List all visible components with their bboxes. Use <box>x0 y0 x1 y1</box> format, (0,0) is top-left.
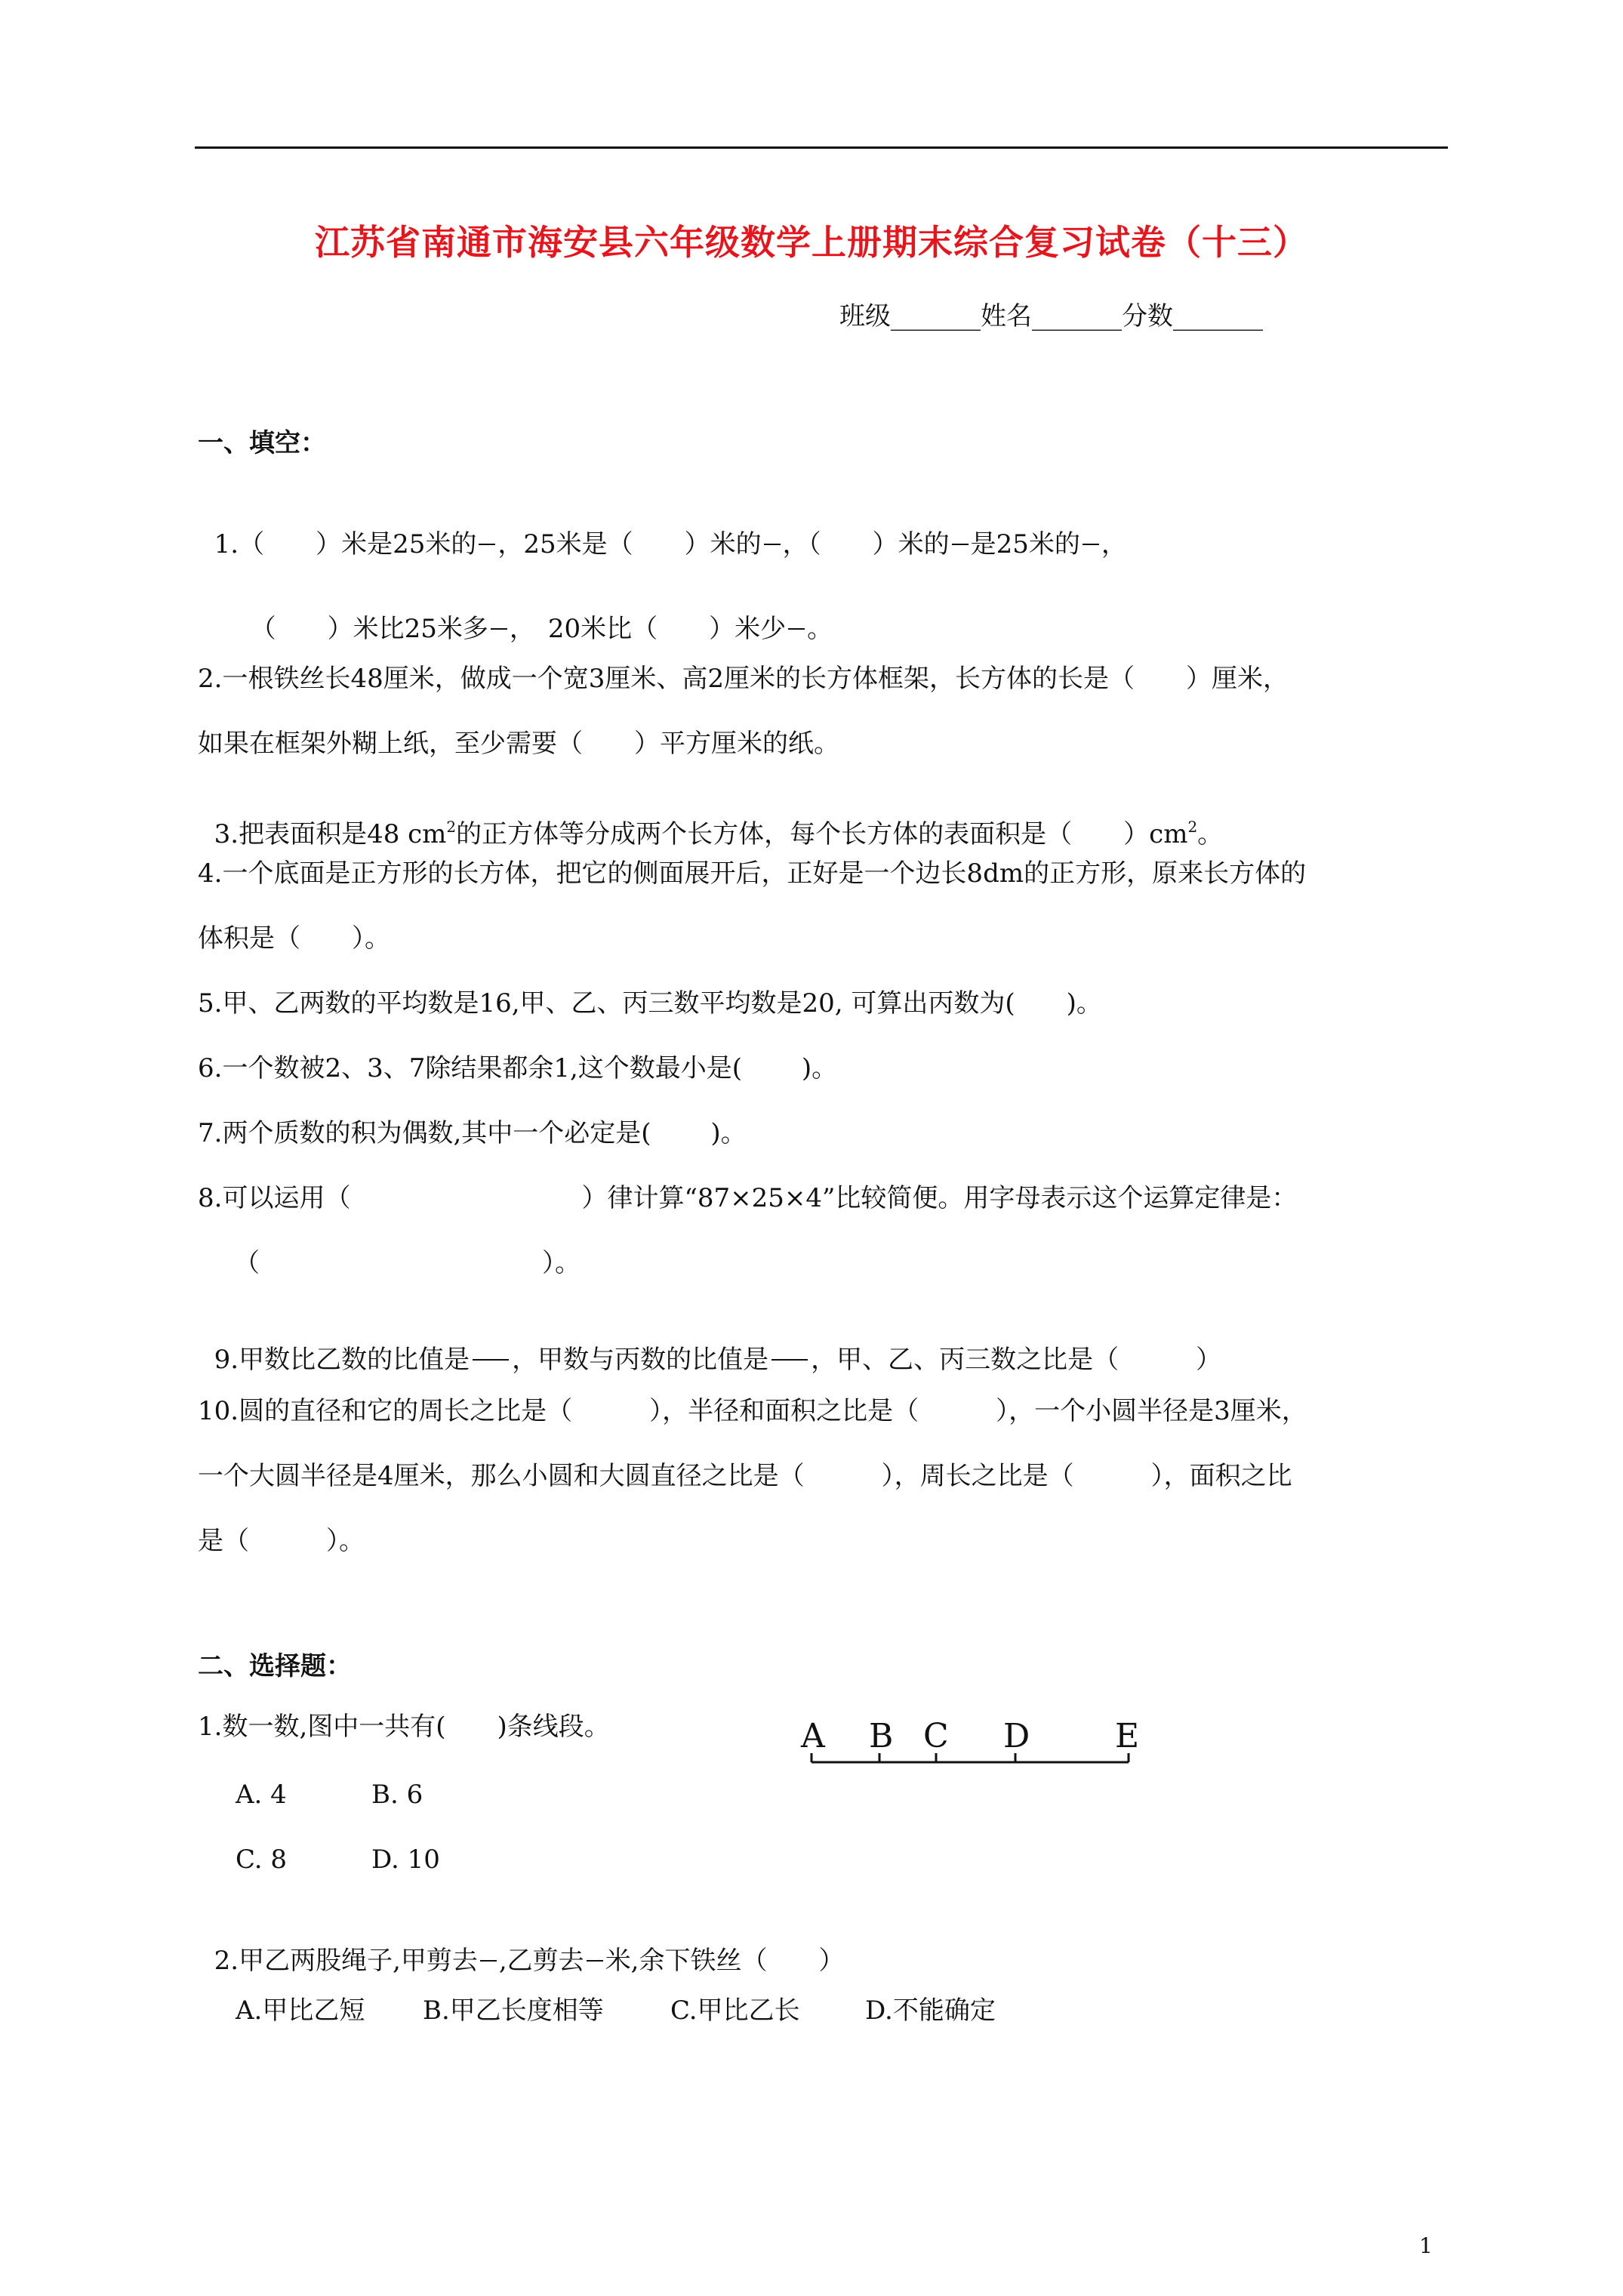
q1-text-4: 是25米的 <box>970 529 1080 559</box>
q9-text-1: 9.甲数比乙数的比值是 <box>214 1345 470 1375</box>
q3-text-2: 的正方体等分成两个长方体，每个长方体的表面积是（ ）cm <box>456 819 1188 849</box>
point-label-b: B <box>869 1717 894 1755</box>
option-a: A.甲比乙短 <box>236 1996 365 2026</box>
q3-text-1: 3.把表面积是48 cm <box>214 819 447 849</box>
question-10-line-3: 是（ ）。 <box>198 1526 365 1556</box>
fraction-blank <box>952 544 969 545</box>
student-info: 班级_______姓名_______分数_______ <box>839 301 1263 331</box>
option-b: B. 6 <box>371 1780 423 1810</box>
option-a: A. 4 <box>236 1780 287 1810</box>
section2-heading: 二、选择题： <box>198 1651 352 1681</box>
question-8-line-1: 8.可以运用（ ）律计算“87×25×4”比较简便。用字母表示这个运算定律是： <box>198 1183 1298 1213</box>
option-d: D.不能确定 <box>865 1996 996 2026</box>
page-number: 1 <box>1419 2233 1433 2258</box>
question-1-line-2 <box>234 590 833 642</box>
question-9 <box>198 1321 1221 1373</box>
point-label-a: A <box>801 1717 825 1755</box>
q2-text-3: 米,余下铁丝（ ） <box>605 1946 845 1976</box>
fraction-blank <box>491 628 507 630</box>
fraction-blank <box>764 544 781 545</box>
fraction-blank <box>788 628 805 630</box>
question-6: 6.一个数被2、3、7除结果都余1,这个数最小是( )。 <box>198 1053 838 1083</box>
point-label-e: E <box>1115 1717 1140 1755</box>
section1-heading: 一、填空： <box>198 428 326 458</box>
question-2-line-2: 如果在框架外糊上纸，至少需要（ ）平方厘米的纸。 <box>198 729 839 759</box>
option-d: D. 10 <box>371 1845 440 1875</box>
option-c: C.甲比乙长 <box>670 1996 800 2026</box>
fraction-blank <box>480 1960 497 1962</box>
point-label-d: D <box>1003 1717 1030 1755</box>
choice-question-2 <box>198 1922 845 1974</box>
q3-text-3: 。 <box>1197 819 1224 849</box>
fraction-blank <box>473 1359 509 1361</box>
fraction-blank <box>1083 544 1099 545</box>
question-5: 5.甲、乙两数的平均数是16,甲、乙、丙三数平均数是20, 可算出丙数为( )。 <box>198 988 1102 1019</box>
question-1-line-1 <box>198 506 1127 557</box>
q1-text-8: 。 <box>807 614 833 644</box>
header-rule <box>195 146 1448 149</box>
q1-text-2: ，25米是（ ）米的 <box>497 529 762 559</box>
question-7: 7.两个质数的积为偶数,其中一个必定是( )。 <box>198 1118 747 1148</box>
option-c: C. 8 <box>236 1845 288 1875</box>
fraction-blank <box>771 1359 808 1361</box>
q9-text-2: ，甲数与丙数的比值是 <box>512 1345 769 1375</box>
q2-text-2: ,乙剪去 <box>498 1946 584 1976</box>
q1-text-5: ， <box>1101 529 1127 559</box>
fraction-blank <box>587 1960 603 1962</box>
fraction-blank <box>479 544 495 545</box>
q1-text-3: ，（ ）米的 <box>782 529 950 559</box>
point-label-c: C <box>923 1717 949 1755</box>
q3-superscript: 2 <box>1187 818 1198 836</box>
question-8-line-2: （ ）。 <box>234 1248 581 1278</box>
q1-text-6: （ ）米比25米多 <box>250 614 488 644</box>
q1-text-7: ， 20米比（ ）米少 <box>509 614 787 644</box>
question-4-line-2: 体积是（ ）。 <box>198 923 390 954</box>
q1-text-1: 1.（ ）米是25米的 <box>214 529 477 559</box>
question-2-line-1: 2.一根铁丝长48厘米，做成一个宽3厘米、高2厘米的长方体框架，长方体的长是（ ）厘米， <box>198 664 1289 694</box>
line-segment-figure <box>796 1712 1144 1780</box>
choice-question-1: 1.数一数,图中一共有( )条线段。 <box>198 1712 610 1742</box>
question-10-line-2: 一个大圆半径是4厘米，那么小圆和大圆直径之比是（ ），周长之比是（ ），面积之比 <box>198 1461 1292 1491</box>
page-title: 江苏省南通市海安县六年级数学上册期末综合复习试卷（十三） <box>315 222 1308 263</box>
q2-text-1: 2.甲乙两股绳子,甲剪去 <box>214 1946 478 1976</box>
question-4-line-1: 4.一个底面是正方形的长方体，把它的侧面展开后，正好是一个边长8dm的正方形，原来长方体的 <box>198 858 1307 889</box>
question-10-line-1: 10.圆的直径和它的周长之比是（ ），半径和面积之比是（ ），一个小圆半径是3厘米， <box>198 1396 1307 1426</box>
q3-superscript: 2 <box>446 818 457 836</box>
option-b: B.甲乙长度相等 <box>423 1996 604 2026</box>
question-3 <box>198 796 1223 847</box>
q9-text-3: ，甲、乙、丙三数之比是（ ） <box>811 1345 1222 1375</box>
